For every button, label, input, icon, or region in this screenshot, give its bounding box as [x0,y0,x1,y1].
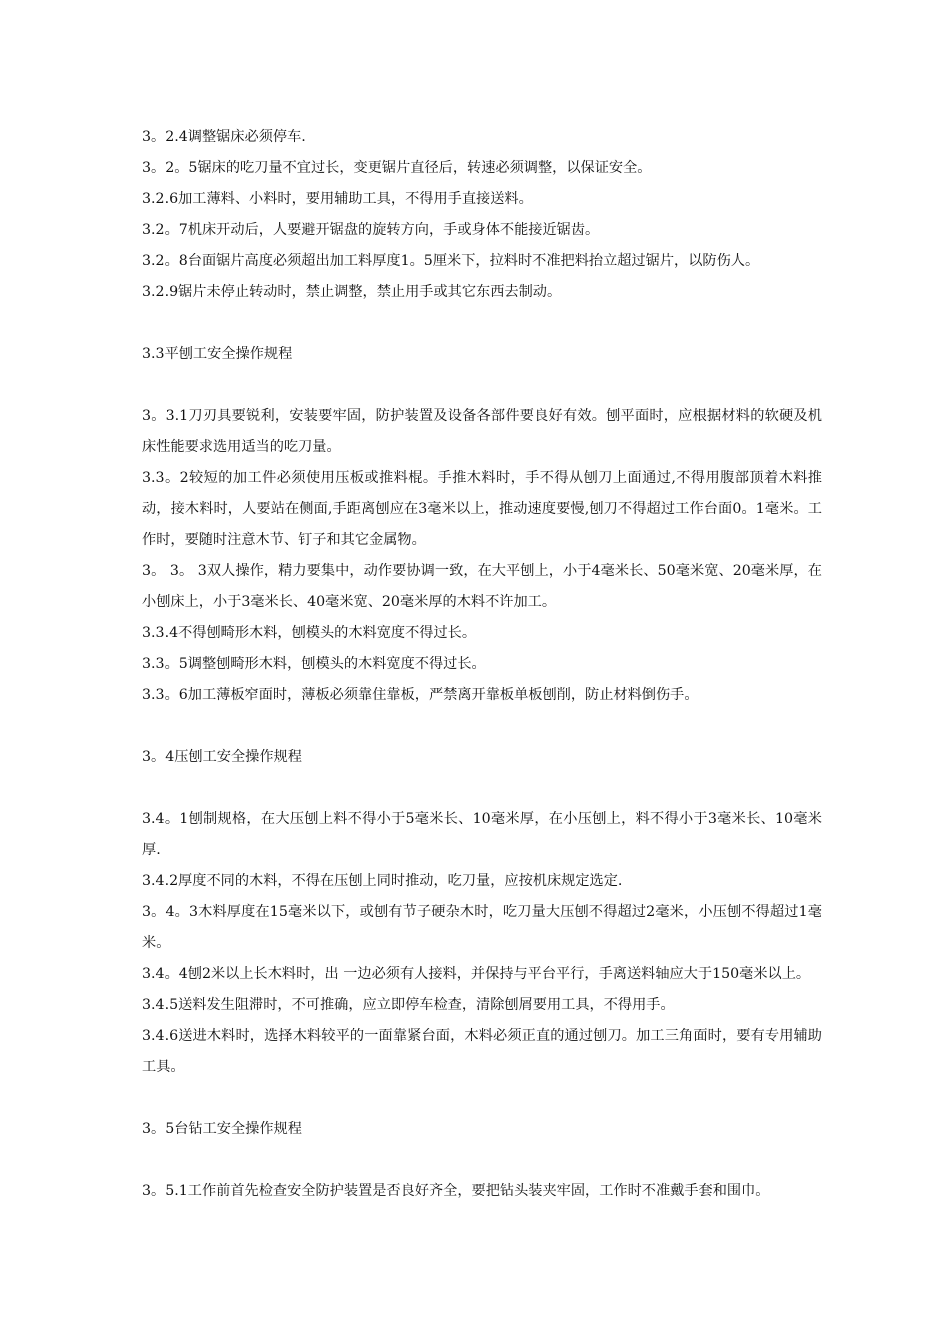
document-page [142,122,822,1207]
paragraph-3-3-2: 3.3。2较短的加工件必须使用压板或推料棍。手推木料时，手不得从刨刀上面通过,不得用腹部顶着木料推动，接木料时，人要站在侧面,手距离刨应在3毫米以上，推动速度要慢,刨刀不得超过工作台面0。1毫米。工作时，要随时注意木节、钉子和其它金属物。 [142,470,822,548]
paragraph-3-4-6: 3.4.6送进木料时，选择木料较平的一面靠紧台面，木料必须正直的通过刨刀。加工三角面时，要有专用辅助工具。 [142,1028,822,1075]
paragraph-3-2-9: 3.2.9锯片未停止转动时，禁止调整，禁止用手或其它东西去制动。 [142,284,562,300]
paragraph-3-2-4: 3。2.4调整锯床必须停车. [142,129,306,145]
paragraph-3-4-1: 3.4。1刨制规格，在大压刨上料不得小于5毫米长、10毫米厚，在小压刨上，料不得小于3毫米长、10毫米厚. [142,811,822,858]
paragraph-3-3-3: 3。 3。 3双人操作，精力要集中，动作要协调一致，在大平刨上，小于4毫米长、50毫米宽、20毫米厚，在小刨床上，小于3毫米长、40毫米宽、20毫米厚的木料不许加工。 [142,563,822,610]
paragraph-3-2-5: 3。2。5锯床的吃刀量不宜过长，变更锯片直径后，转速必须调整，以保证安全。 [142,160,652,176]
paragraph-3-4-2: 3.4.2厚度不同的木料，不得在压刨上同时推动，吃刀量，应按机床规定选定. [142,873,623,889]
section-heading-3-3: 3.3平刨工安全操作规程 [142,346,293,362]
paragraph-3-3-6: 3.3。6加工薄板窄面时，薄板必须靠住靠板，严禁离开靠板单板刨削，防止材料倒伤手。 [142,687,699,703]
paragraph-3-4-3: 3。4。3木料厚度在15毫米以下，或刨有节子硬杂木时，吃刀量大压刨不得超过2毫米，小压刨不得超过1毫米。 [142,904,822,951]
paragraph-3-2-8: 3.2。8台面锯片高度必须超出加工料厚度1。5厘米下，拉料时不准把料抬立超过锯片，以防伤人。 [142,253,760,269]
paragraph-3-2-7: 3.2。7机床开动后，人要避开锯盘的旋转方向，手或身体不能接近锯齿。 [142,222,600,238]
paragraph-3-2-6: 3.2.6加工薄料、小料时，要用辅助工具，不得用手直接送料。 [142,191,533,207]
paragraph-3-4-4: 3.4。4刨2米以上长木料时，出 一边必须有人接料，并保持与平台平行，手离送料轴应大于150毫米以上。 [142,966,811,982]
section-heading-3-4: 3。4压刨工安全操作规程 [142,749,302,765]
paragraph-3-3-1: 3。3.1刀刃具要锐利，安装要牢固，防护装置及设备各部件要良好有效。刨平面时，应根据材料的软硬及机床性能要求选用适当的吃刀量。 [142,408,822,455]
paragraph-3-3-4: 3.3.4不得刨畸形木料，刨模头的木料宽度不得过长。 [142,625,477,641]
paragraph-3-4-5: 3.4.5送料发生阻滞时，不可推确，应立即停车检查，清除刨屑要用工具，不得用手。 [142,997,675,1013]
paragraph-3-3-5: 3.3。5调整刨畸形木料，刨模头的木料宽度不得过长。 [142,656,486,672]
paragraph-3-5-1: 3。5.1工作前首先检查安全防护装置是否良好齐全，要把钻头装夹牢固，工作时不准戴手套和围巾。 [142,1183,770,1199]
section-heading-3-5: 3。5台钻工安全操作规程 [142,1121,302,1137]
